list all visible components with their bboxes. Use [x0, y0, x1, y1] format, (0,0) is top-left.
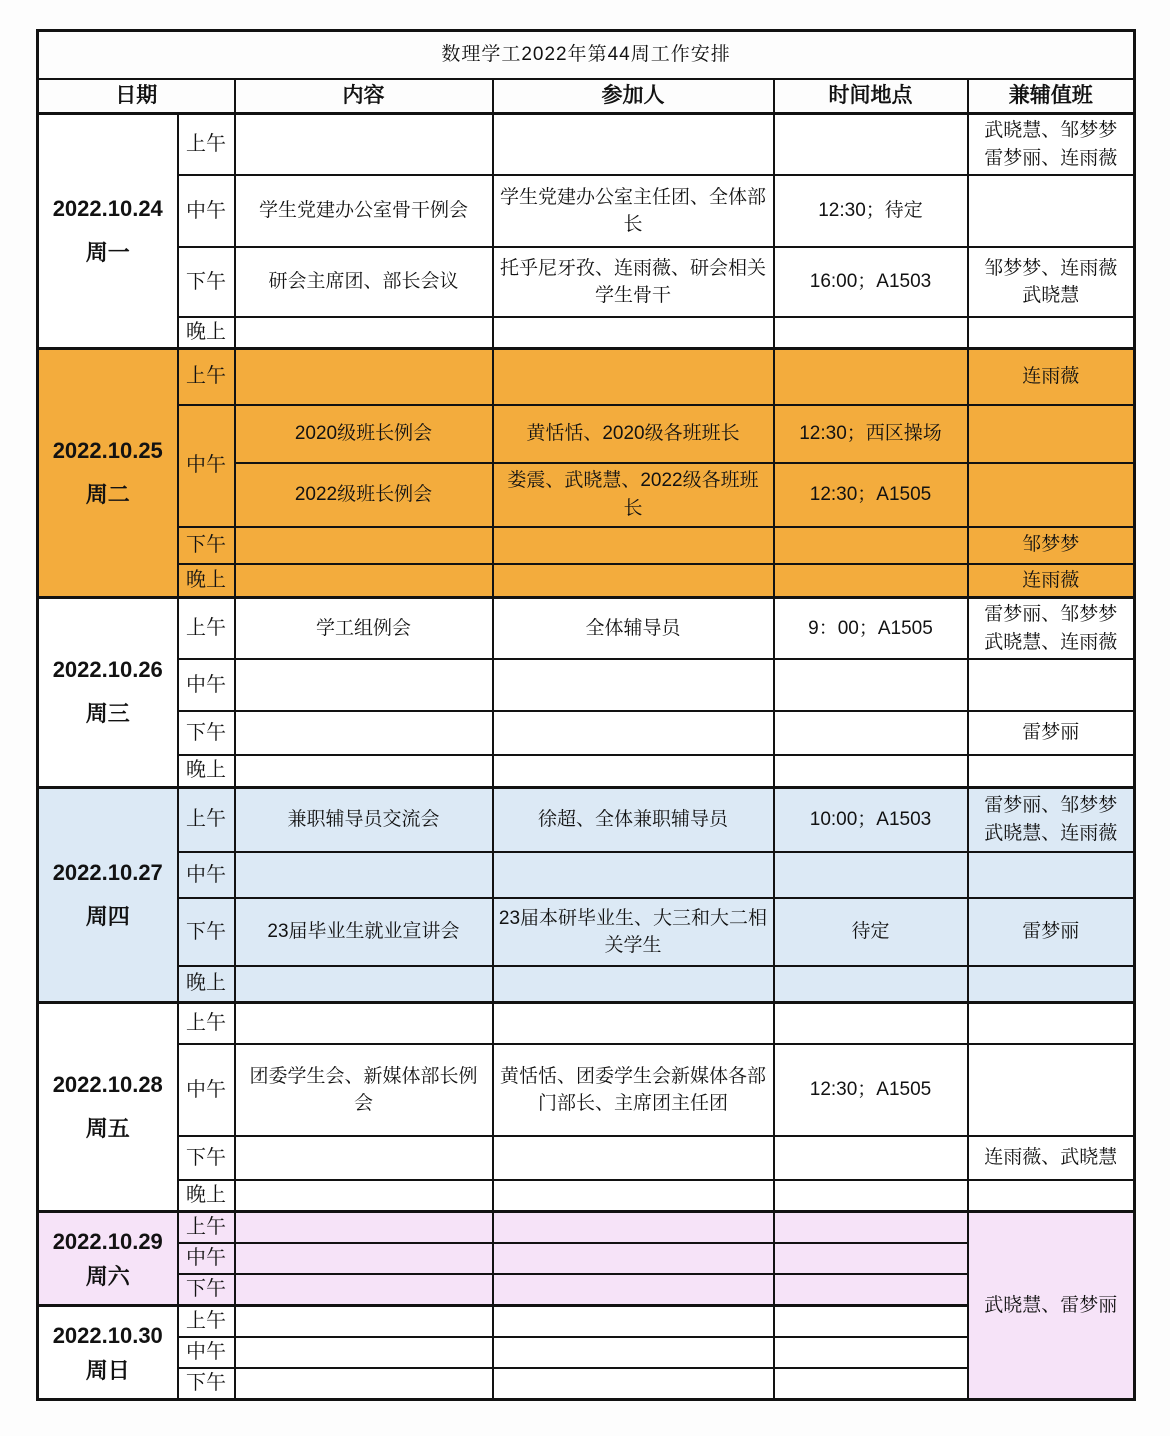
table-row — [38, 349, 1135, 405]
duty-cell — [968, 405, 1135, 463]
table-row — [38, 755, 1135, 787]
participants-cell — [493, 527, 774, 564]
slot-cell: 下午 — [178, 1136, 235, 1180]
table-row — [38, 787, 1135, 852]
table-row — [38, 247, 1135, 317]
duty-cell: 连雨薇、武晓慧 — [968, 1136, 1135, 1180]
table-row — [38, 711, 1135, 755]
content-cell — [235, 755, 493, 787]
time-cell — [774, 114, 968, 176]
content-cell — [235, 659, 493, 711]
slot-cell: 下午 — [178, 898, 235, 966]
slot-cell: 晚上 — [178, 317, 235, 349]
duty-cell — [968, 852, 1135, 898]
title-row — [38, 31, 1135, 80]
column-header-date: 日期 — [38, 79, 235, 114]
slot-cell: 中午 — [178, 852, 235, 898]
slot-cell: 晚上 — [178, 966, 235, 1002]
slot-cell: 下午 — [178, 527, 235, 564]
participants-cell — [493, 711, 774, 755]
table-row — [38, 405, 1135, 463]
slot-cell: 晚上 — [178, 755, 235, 787]
slot-cell: 上午 — [178, 1212, 235, 1244]
time-cell — [774, 1002, 968, 1044]
content-cell — [235, 1002, 493, 1044]
time-cell — [774, 1337, 968, 1368]
content-cell — [235, 1368, 493, 1400]
slot-cell: 晚上 — [178, 564, 235, 598]
time-cell — [774, 1274, 968, 1306]
time-cell — [774, 755, 968, 787]
table-row — [38, 898, 1135, 966]
content-cell — [235, 966, 493, 1002]
table-row — [38, 1002, 1135, 1044]
content-cell: 学工组例会 — [235, 598, 493, 660]
slot-cell: 中午 — [178, 405, 235, 527]
content-cell — [235, 349, 493, 405]
content-cell — [235, 711, 493, 755]
slot-cell: 中午 — [178, 1243, 235, 1274]
content-cell — [235, 852, 493, 898]
time-cell: 12:30；待定 — [774, 175, 968, 247]
participants-cell — [493, 1002, 774, 1044]
content-cell — [235, 1337, 493, 1368]
table-row — [38, 317, 1135, 349]
duty-cell: 邹梦梦、连雨薇 武晓慧 — [968, 247, 1135, 317]
table-row — [38, 1180, 1135, 1212]
duty-cell: 连雨薇 — [968, 564, 1135, 598]
content-cell — [235, 527, 493, 564]
participants-cell — [493, 1306, 774, 1338]
table-row — [38, 852, 1135, 898]
duty-cell — [968, 1002, 1135, 1044]
participants-cell — [493, 1337, 774, 1368]
slot-cell: 晚上 — [178, 1180, 235, 1212]
time-cell: 12:30；A1505 — [774, 463, 968, 527]
table-row — [38, 175, 1135, 247]
table-row — [38, 598, 1135, 660]
content-cell — [235, 1306, 493, 1338]
content-cell — [235, 1212, 493, 1244]
page-title: 数理学工2022年第44周工作安排 — [38, 31, 1135, 80]
participants-cell: 徐超、全体兼职辅导员 — [493, 787, 774, 852]
time-cell — [774, 1368, 968, 1400]
participants-cell — [493, 349, 774, 405]
time-cell — [774, 1243, 968, 1274]
date-cell-sunday: 2022.10.30 周日 — [38, 1306, 178, 1400]
time-cell: 12:30；西区操场 — [774, 405, 968, 463]
duty-cell — [968, 317, 1135, 349]
participants-cell: 托乎尼牙孜、连雨薇、研会相关学生骨干 — [493, 247, 774, 317]
slot-cell: 上午 — [178, 1002, 235, 1044]
content-cell — [235, 1274, 493, 1306]
time-cell — [774, 1136, 968, 1180]
time-cell — [774, 852, 968, 898]
table-row — [38, 114, 1135, 176]
content-cell — [235, 1243, 493, 1274]
duty-cell: 武晓慧、邹梦梦 雷梦丽、连雨薇 — [968, 114, 1135, 176]
duty-cell — [968, 463, 1135, 527]
content-cell: 学生党建办公室骨干例会 — [235, 175, 493, 247]
participants-cell: 学生党建办公室主任团、全体部长 — [493, 175, 774, 247]
participants-cell — [493, 1212, 774, 1244]
column-header-duty: 兼辅值班 — [968, 79, 1135, 114]
participants-cell — [493, 1136, 774, 1180]
slot-cell: 下午 — [178, 1274, 235, 1306]
participants-cell: 黄恬恬、团委学生会新媒体各部门部长、主席团主任团 — [493, 1044, 774, 1136]
duty-cell: 雷梦丽 — [968, 711, 1135, 755]
duty-cell — [968, 659, 1135, 711]
time-cell: 12:30；A1505 — [774, 1044, 968, 1136]
slot-cell: 中午 — [178, 175, 235, 247]
time-cell — [774, 1212, 968, 1244]
content-cell: 2020级班长例会 — [235, 405, 493, 463]
participants-cell — [493, 317, 774, 349]
weekly-schedule-table — [36, 29, 1136, 1401]
time-cell — [774, 966, 968, 1002]
content-cell — [235, 114, 493, 176]
slot-cell: 上午 — [178, 787, 235, 852]
participants-cell — [493, 755, 774, 787]
table-row — [38, 564, 1135, 598]
duty-cell: 连雨薇 — [968, 349, 1135, 405]
time-cell — [774, 1306, 968, 1338]
slot-cell: 上午 — [178, 114, 235, 176]
time-cell: 9：00；A1505 — [774, 598, 968, 660]
duty-cell — [968, 966, 1135, 1002]
time-cell: 待定 — [774, 898, 968, 966]
slot-cell: 下午 — [178, 1368, 235, 1400]
slot-cell: 中午 — [178, 1044, 235, 1136]
content-cell: 团委学生会、新媒体部长例会 — [235, 1044, 493, 1136]
duty-cell: 邹梦梦 — [968, 527, 1135, 564]
time-cell — [774, 317, 968, 349]
participants-cell — [493, 1180, 774, 1212]
duty-cell — [968, 1180, 1135, 1212]
duty-cell — [968, 175, 1135, 247]
time-cell — [774, 711, 968, 755]
duty-cell: 雷梦丽、邹梦梦 武晓慧、连雨薇 — [968, 598, 1135, 660]
slot-cell: 下午 — [178, 247, 235, 317]
time-cell — [774, 527, 968, 564]
participants-cell — [493, 1368, 774, 1400]
header-row — [38, 79, 1135, 114]
content-cell: 2022级班长例会 — [235, 463, 493, 527]
slot-cell: 上午 — [178, 598, 235, 660]
slot-cell: 上午 — [178, 1306, 235, 1338]
slot-cell: 上午 — [178, 349, 235, 405]
time-cell: 10:00；A1503 — [774, 787, 968, 852]
participants-cell — [493, 966, 774, 1002]
date-cell-friday: 2022.10.28 周五 — [38, 1002, 178, 1212]
slot-cell: 中午 — [178, 1337, 235, 1368]
time-cell — [774, 659, 968, 711]
date-cell-saturday: 2022.10.29 周六 — [38, 1212, 178, 1306]
duty-cell: 雷梦丽 — [968, 898, 1135, 966]
column-header-participants: 参加人 — [493, 79, 774, 114]
table-row — [38, 1044, 1135, 1136]
content-cell: 兼职辅导员交流会 — [235, 787, 493, 852]
date-cell-monday: 2022.10.24 周一 — [38, 114, 178, 349]
participants-cell: 23届本研毕业生、大三和大二相关学生 — [493, 898, 774, 966]
participants-cell — [493, 1243, 774, 1274]
duty-cell: 雷梦丽、邹梦梦 武晓慧、连雨薇 — [968, 787, 1135, 852]
content-cell: 研会主席团、部长会议 — [235, 247, 493, 317]
date-cell-wednesday: 2022.10.26 周三 — [38, 598, 178, 788]
date-cell-tuesday: 2022.10.25 周二 — [38, 349, 178, 598]
time-cell — [774, 564, 968, 598]
participants-cell — [493, 659, 774, 711]
content-cell — [235, 564, 493, 598]
content-cell — [235, 1136, 493, 1180]
column-header-time-place: 时间地点 — [774, 79, 968, 114]
table-row — [38, 527, 1135, 564]
table-row — [38, 1212, 1135, 1244]
duty-cell — [968, 755, 1135, 787]
participants-cell — [493, 852, 774, 898]
content-cell: 23届毕业生就业宣讲会 — [235, 898, 493, 966]
duty-cell — [968, 1044, 1135, 1136]
column-header-content: 内容 — [235, 79, 493, 114]
time-cell — [774, 349, 968, 405]
participants-cell: 全体辅导员 — [493, 598, 774, 660]
date-cell-thursday: 2022.10.27 周四 — [38, 787, 178, 1002]
time-cell — [774, 1180, 968, 1212]
content-cell — [235, 317, 493, 349]
weekend-duty-cell: 武晓慧、雷梦丽 — [968, 1212, 1135, 1400]
content-cell — [235, 1180, 493, 1212]
participants-cell: 娄震、武晓慧、2022级各班班长 — [493, 463, 774, 527]
participants-cell: 黄恬恬、2020级各班班长 — [493, 405, 774, 463]
slot-cell: 下午 — [178, 711, 235, 755]
table-row — [38, 659, 1135, 711]
table-row — [38, 1136, 1135, 1180]
participants-cell — [493, 114, 774, 176]
table-row — [38, 966, 1135, 1002]
participants-cell — [493, 1274, 774, 1306]
slot-cell: 中午 — [178, 659, 235, 711]
participants-cell — [493, 564, 774, 598]
time-cell: 16:00；A1503 — [774, 247, 968, 317]
